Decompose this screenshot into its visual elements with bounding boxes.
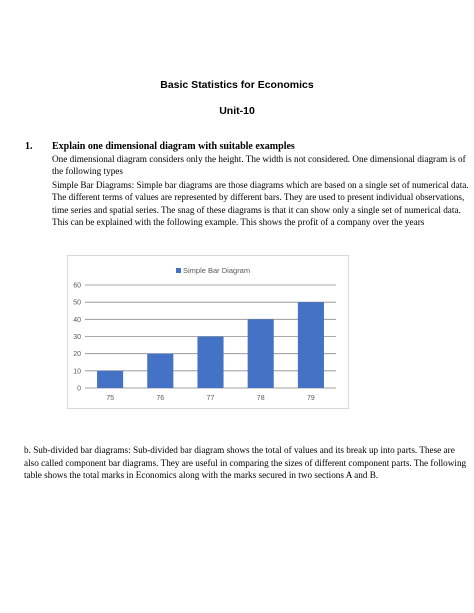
intro-paragraph xyxy=(52,153,468,178)
question-heading xyxy=(25,141,295,152)
y-tick-label: 10 xyxy=(73,368,81,376)
document-title: Basic Statistics for Economics xyxy=(160,79,314,91)
y-tick-label: 0 xyxy=(77,385,81,393)
bar xyxy=(197,337,223,389)
subdivided-bar-paragraph xyxy=(24,444,470,482)
bar-chart xyxy=(67,255,349,409)
paragraph-line: time series and spatial series. The snag of these diagrams is that it can show only a single set of numerical data. xyxy=(52,204,461,215)
paragraph-line: The different terms of values are represented by different bars. They are used to present individual observations, xyxy=(52,192,465,203)
y-tick-label: 50 xyxy=(73,299,81,307)
question-number: 1. xyxy=(25,141,33,152)
paragraph-line: table shows the total marks in Economics along with the marks secured in two sections A and B. xyxy=(24,470,379,480)
bar xyxy=(248,319,274,388)
bar xyxy=(298,302,324,388)
y-tick-label: 60 xyxy=(73,282,81,290)
x-tick-label: 77 xyxy=(206,395,215,402)
simple-bar-paragraph xyxy=(52,179,468,229)
y-tick-label: 30 xyxy=(73,334,81,341)
paragraph-line: the following types xyxy=(52,166,123,177)
y-tick-label: 40 xyxy=(73,316,81,324)
unit-heading: Unit-10 xyxy=(219,105,255,117)
paragraph-line: Simple Bar Diagrams: Simple bar diagrams are those diagrams which are based on a single set of numerical data. xyxy=(52,180,469,190)
y-tick-label: 20 xyxy=(73,351,81,359)
bar xyxy=(147,354,173,388)
paragraph-line: also called component bar diagrams. They are useful in comparing the sizes of different component parts. The following xyxy=(24,457,467,468)
x-tick-label: 76 xyxy=(156,395,165,402)
legend-label: Simple Bar Diagram xyxy=(183,266,251,275)
bar xyxy=(97,371,123,388)
x-tick-label: 79 xyxy=(307,395,315,402)
paragraph-line: One dimensional diagram considers only the height. The width is not considered. One dimensional diagram is of xyxy=(52,154,466,164)
legend-swatch xyxy=(176,268,181,273)
bar-chart-svg xyxy=(68,256,348,408)
x-tick-label: 78 xyxy=(256,395,265,402)
paragraph-line: b. Sub-divided bar diagrams: Sub-divided bar diagram shows the total of values and its break up into parts. These are xyxy=(24,445,455,455)
question-text: Explain one dimensional diagram with suitable examples xyxy=(52,141,295,152)
paragraph-line: This can be explained with the following example. This shows the profit of a company over the years xyxy=(52,217,425,228)
x-tick-label: 75 xyxy=(106,395,114,402)
